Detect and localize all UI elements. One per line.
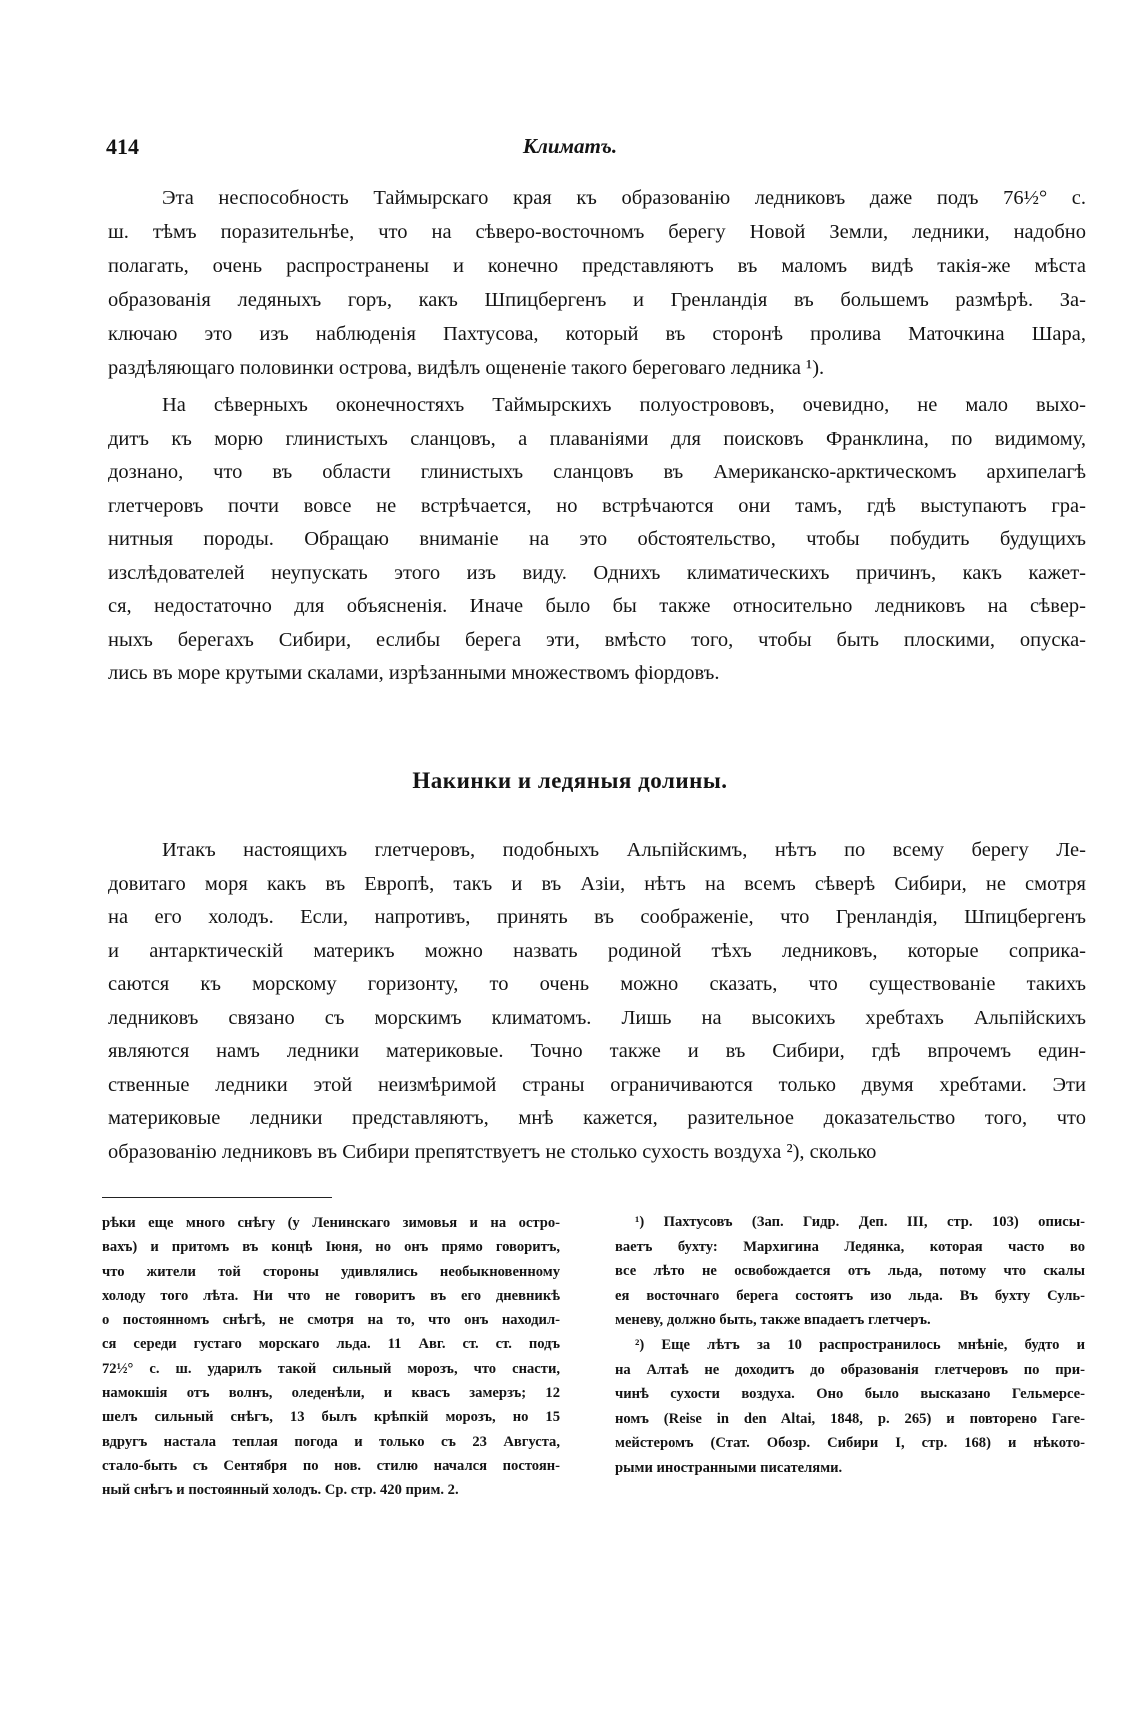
text-line: все лѣто не освобождается отъ льда, потому что скалы	[615, 1263, 1085, 1280]
text-line: ственные ледники этой неизмѣримой страны ограничиваются только двумя хребтами. Эти	[108, 1073, 1086, 1096]
paragraph-3	[108, 834, 1086, 1169]
text-line: на его холодъ. Если, напротивъ, принять въ соображеніе, что Гренландія, Шпицбергенъ	[108, 906, 1086, 928]
text-line: ныхъ берегахъ Сибири, еслибы берега эти, вмѣсто того, чтобы быть плоскими, опуска-	[108, 628, 1086, 651]
text-line: номъ (Reise in den Altai, 1848, p. 265) и повторено Гаге-	[615, 1410, 1085, 1427]
text-line: довитаго моря какъ въ Европѣ, такъ и въ Азіи, нѣтъ на всемъ сѣверѣ Сибири, не смотря	[108, 872, 1086, 895]
text-line: материковые ледники представляютъ, мнѣ кажется, разительное доказательство того, что	[108, 1107, 1086, 1129]
text-line: саются къ морскому горизонту, то очень можно сказать, что существованіе такихъ	[108, 973, 1086, 995]
text-line: рыми иностранными писателями.	[615, 1459, 843, 1476]
footnotes-right	[615, 1210, 1085, 1481]
text-line: ный снѣгъ и постоянный холодъ. Ср. стр. 420 прим. 2.	[102, 1482, 459, 1499]
footnote-2	[615, 1333, 1085, 1481]
text-line: Итакъ настоящихъ глетчеровъ, подобныхъ Альпійскимъ, нѣтъ по всему берегу Ле-	[162, 839, 1086, 861]
text-line: раздѣляющаго половинки острова, видѣлъ ощененіе такого береговаго ледника ¹).	[108, 357, 825, 379]
text-line: рѣки еще много снѣгу (у Ленинскаго зимовья и на остро-	[102, 1215, 560, 1231]
text-line: стало-быть съ Сентября по нов. стилю начался постоян-	[102, 1457, 560, 1474]
text-line: дознано, что въ области глинистыхъ сланцовъ въ Американско-арктическомъ архипелагѣ	[108, 461, 1086, 483]
section-heading: Накинки и ледяныя долины.	[412, 768, 728, 793]
text-line: ²) Еще лѣтъ за 10 распространилось мнѣніе, будто и	[635, 1336, 1085, 1353]
text-line: 72½° с. ш. ударилъ такой сильный морозъ, что снасти,	[102, 1360, 560, 1377]
text-line: вахъ) и притомъ въ концѣ Іюня, но онъ прямо говоритъ,	[102, 1239, 560, 1256]
text-line: ледниковъ связано съ морскимъ климатомъ. Лишь на высокихъ хребтахъ Альпійскихъ	[108, 1006, 1086, 1029]
text-line: образованія ледяныхъ горъ, какъ Шпицбергенъ и Гренландія въ большемъ размѣрѣ. За-	[108, 289, 1086, 311]
text-line: ся, недостаточно для объясненія. Иначе было бы также относительно ледниковъ на сѣвер-	[108, 595, 1086, 617]
text-line: ключаю это изъ наблюденія Пахтусова, который въ сторонѣ пролива Маточкина Шара,	[108, 323, 1086, 345]
text-line: дитъ къ морю глинистыхъ сланцовъ, а плаваніями для поисковъ Франклина, по видимому,	[108, 427, 1086, 450]
text-line: что жители той стороны удивлялись необыкновенному	[102, 1263, 560, 1280]
text-line: являются намъ ледники материковые. Точно также и въ Сибири, гдѣ впрочемъ един-	[108, 1040, 1086, 1062]
paragraph-2	[108, 389, 1086, 691]
text-line: мейстеромъ (Стат. Обозр. Сибири I, стр. 168) и нѣкото-	[615, 1435, 1085, 1452]
text-line: и антарктическій материкъ можно назвать родиной тѣхъ ледниковъ, которые соприка-	[108, 939, 1086, 962]
text-line: о постоянномъ снѣгѣ, не смотря на то, что онъ находил-	[102, 1312, 560, 1329]
text-line: ея восточнаго берега состоятъ изо льда. Въ бухту Суль-	[615, 1287, 1085, 1304]
text-line: изслѣдователей неупускать этого изъ виду. Однихъ климатическихъ причинъ, какъ кажет-	[108, 561, 1086, 584]
text-line: Эта неспособность Таймырскаго края къ образованію ледниковъ даже подъ 76½° с.	[162, 187, 1086, 209]
text-line: глетчеровъ почти вовсе не встрѣчается, но встрѣчаются они тамъ, гдѣ выступаютъ гра-	[108, 494, 1086, 517]
footnote-separator	[102, 1197, 332, 1198]
text-line: вдругъ настала теплая погода и только съ 23 Августа,	[102, 1433, 560, 1450]
paragraph-1	[108, 181, 1086, 385]
text-line: ся середи густаго морскаго льда. 11 Авг. ст. ст. подъ	[102, 1336, 560, 1353]
text-line: намокшія отъ волнъ, оледенѣли, и квасъ замерзъ; 12	[102, 1385, 560, 1402]
text-line: холоду того лѣта. Ни что не говоритъ въ его дневникѣ	[102, 1287, 560, 1304]
text-line: чинѣ сухости воздуха. Оно было высказано Гельмерсе-	[615, 1386, 1085, 1403]
text-line: ¹) Пахтусовъ (Зап. Гидр. Деп. III, стр. 103) описы-	[635, 1214, 1085, 1230]
text-line: ваетъ бухту: Мархигина Ледянка, которая часто во	[615, 1238, 1085, 1255]
text-line: нитныя породы. Обращаю вниманіе на это обстоятельство, чтобы побудить будущихъ	[108, 528, 1086, 550]
text-line: ш. тѣмъ поразительнѣе, что на сѣверо-восточномъ берегу Новой Земли, ледники, надобно	[108, 221, 1086, 243]
running-title: Климатъ.	[522, 134, 618, 158]
text-line: образованію ледниковъ въ Сибири препятствуетъ не столько сухость воздуха ²), сколько	[108, 1140, 877, 1163]
text-line: меневу, должно быть, также впадаетъ глетчеръ.	[615, 1312, 931, 1329]
text-line: На сѣверныхъ оконечностяхъ Таймырскихъ полуострововъ, очевидно, не мало выхо-	[162, 394, 1086, 416]
text-line: на Алтаѣ не доходитъ до образованія глетчеровъ по при-	[615, 1361, 1085, 1378]
text-line: полагать, очень распространены и конечно представляютъ въ маломъ видѣ такія-же мѣста	[108, 255, 1086, 277]
text-line: лись въ море крутыми скалами, изрѣзанными множествомъ фіордовъ.	[108, 662, 720, 684]
page-number: 414	[106, 134, 139, 159]
footnote-1	[615, 1210, 1085, 1333]
footnote-continuation	[102, 1211, 560, 1503]
text-line: шелъ сильный снѣгъ, 13 былъ крѣпкій морозъ, но 15	[102, 1409, 560, 1426]
